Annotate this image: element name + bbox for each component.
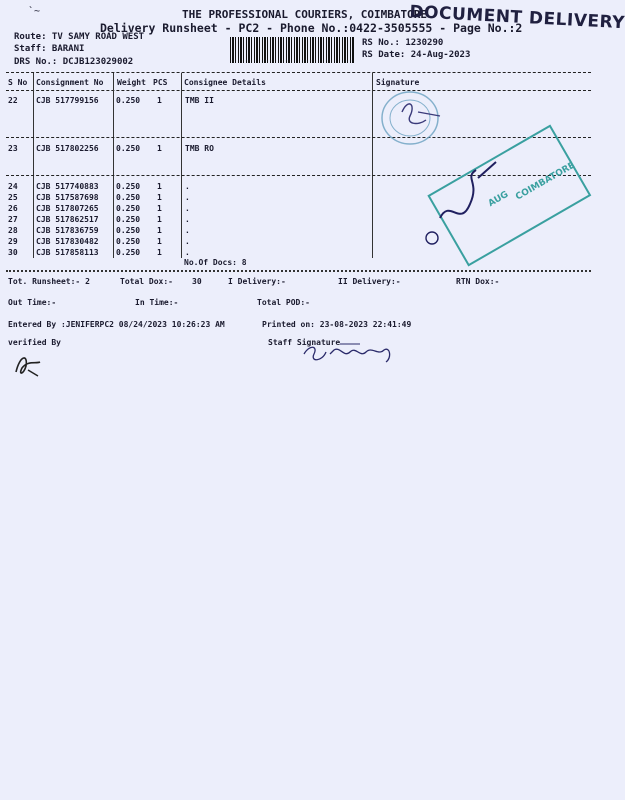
table-top-rule: [6, 72, 591, 73]
row-consignment-no: CJB 517862517: [36, 215, 99, 224]
row-weight: 0.250: [116, 237, 141, 246]
row-consignment-no: CJB 517836759: [36, 226, 99, 235]
row-sno: 25: [8, 193, 18, 202]
row-consignment-no: CJB 517587698: [36, 193, 99, 202]
row-weight: 0.250: [116, 204, 141, 213]
row-consignee: TMB II: [185, 96, 214, 105]
staff-signature-label: Staff Signature: [268, 338, 341, 347]
row-consignment-no: CJB 517740883: [36, 182, 99, 191]
col-divider: [181, 73, 182, 258]
row-sno: 27: [8, 215, 18, 224]
col-consignment: Consignment No: [36, 78, 104, 87]
row-pcs: 1: [157, 204, 162, 213]
company-name: THE PROFESSIONAL COURIERS, COIMBATORE: [182, 8, 428, 21]
tot-runsheet: Tot. Runsheet:- 2: [8, 277, 90, 286]
col-signature: Signature: [376, 78, 420, 87]
row-consignment-no: CJB 517807265: [36, 204, 99, 213]
row-weight: 0.250: [116, 96, 141, 105]
row-pcs: 1: [157, 237, 162, 246]
col-pcs: PCS: [153, 78, 168, 87]
row-consignee: .: [185, 204, 190, 213]
row-sno: 28: [8, 226, 18, 235]
row-weight: 0.250: [116, 182, 141, 191]
row-sno: 29: [8, 237, 18, 246]
document-title: DOCUMENT DELIVERY: [408, 2, 625, 34]
stamp-month: AUG: [486, 189, 511, 210]
i-delivery: I Delivery:-: [228, 277, 286, 286]
in-time: In Time:-: [135, 298, 179, 307]
row-consignee: .: [185, 237, 190, 246]
row-weight: 0.250: [116, 248, 141, 257]
row-consignment-no: CJB 517802256: [36, 144, 99, 153]
entered-by: Entered By :JENIFERPC2 08/24/2023 10:26:23 AM: [8, 320, 225, 329]
corner-mark: `~: [28, 6, 41, 17]
row-consignee: .: [185, 215, 190, 224]
col-divider: [372, 73, 373, 258]
row-sno: 30: [8, 248, 18, 257]
out-time: Out Time:-: [8, 298, 57, 307]
runsheet-title: Delivery Runsheet - PC2 - Phone No.:0422-3505555 - Page No.:2: [100, 21, 523, 35]
total-pod: Total POD:-: [257, 298, 310, 307]
row-weight: 0.250: [116, 226, 141, 235]
row-weight: 0.250: [116, 215, 141, 224]
col-divider: [33, 73, 34, 258]
courier-stamp: [420, 118, 590, 278]
verified-signature: [8, 350, 48, 380]
row-pcs: 1: [157, 182, 162, 191]
row-pcs: 1: [157, 96, 162, 105]
barcode: [230, 37, 355, 63]
route-label: Route: TV SAMY ROAD WEST: [14, 32, 145, 42]
table-header-rule: [6, 90, 591, 91]
row-consignment-no: CJB 517830482: [36, 237, 99, 246]
row-pcs: 1: [157, 248, 162, 257]
row-consignment-no: CJB 517858113: [36, 248, 99, 257]
row-pcs: 1: [157, 193, 162, 202]
row-sno: 26: [8, 204, 18, 213]
col-divider: [113, 73, 114, 258]
staff-label: Staff: BARANI: [14, 44, 85, 54]
total-dox-value: 30: [192, 277, 202, 286]
drs-number: DRS No.: DCJB123029002: [14, 57, 134, 67]
stamp-city: COIMBATORE: [514, 160, 577, 203]
row-sno: 24: [8, 182, 18, 191]
row-pcs: 1: [157, 226, 162, 235]
row-weight: 0.250: [116, 144, 141, 153]
col-sno: S No: [8, 78, 28, 87]
row-consignee: TMB RO: [185, 144, 214, 153]
rs-date: RS Date: 24-Aug-2023: [362, 50, 471, 60]
row-consignee: .: [185, 248, 190, 257]
row-pcs: 1: [157, 215, 162, 224]
row-consignee: .: [185, 182, 190, 191]
rs-number: RS No.: 1230290: [362, 38, 444, 48]
verified-by: verified By: [8, 338, 61, 347]
row-sno: 23: [8, 144, 18, 153]
ii-delivery: II Delivery:-: [338, 277, 401, 286]
staff-signature: [300, 340, 400, 372]
row-consignee: .: [185, 193, 190, 202]
row-consignment-no: CJB 517799156: [36, 96, 99, 105]
rtn-dox: RTN Dox:-: [456, 277, 500, 286]
total-dox-label: Total Dox:-: [120, 277, 173, 286]
col-consignee: Consignee Details: [184, 78, 266, 87]
col-weight: Weight: [117, 78, 146, 87]
row-consignee: .: [185, 226, 190, 235]
row-pcs: 1: [157, 144, 162, 153]
row-sno: 22: [8, 96, 18, 105]
no-of-docs: No.Of Docs: 8: [184, 258, 247, 267]
row-weight: 0.250: [116, 193, 141, 202]
printed-on: Printed on: 23-08-2023 22:41:49: [262, 320, 412, 329]
